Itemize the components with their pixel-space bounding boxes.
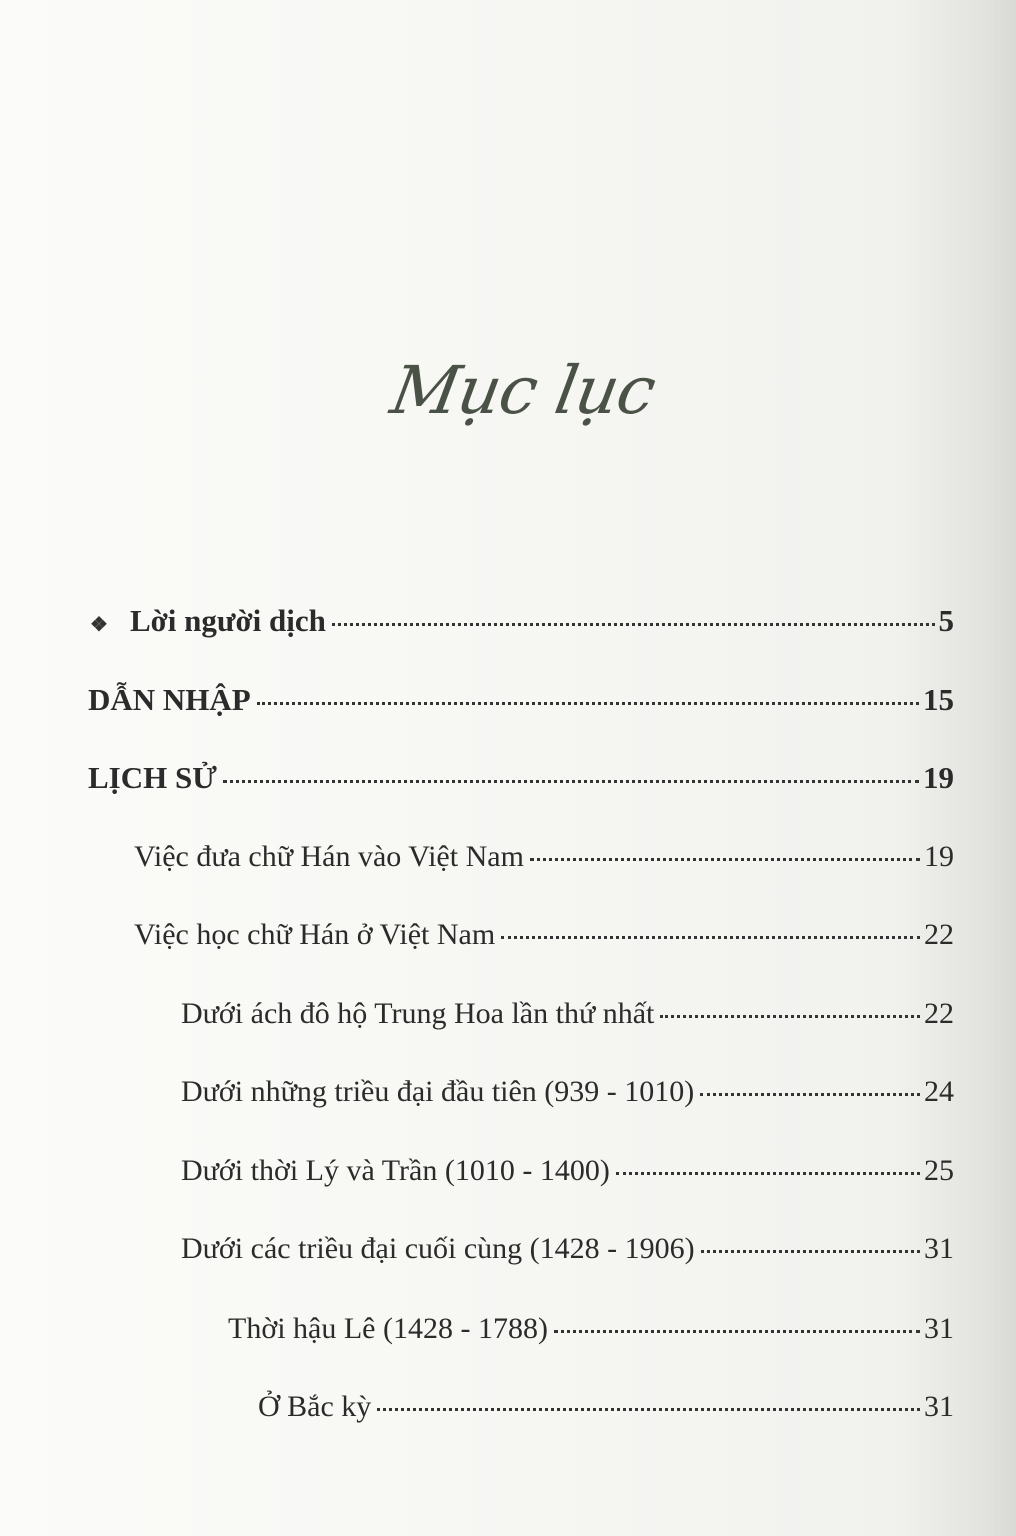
toc-entry-label: Việc đưa chữ Hán vào Việt Nam — [134, 840, 524, 873]
toc-entry-label: Dưới các triều đại cuối cùng (1428 - 1906) — [181, 1232, 695, 1265]
toc-entry-o-bac-ky[interactable] — [258, 1390, 954, 1424]
toc-entry-viec-dua-chu-han[interactable] — [134, 840, 954, 874]
toc-page-number: 24 — [924, 1075, 954, 1108]
toc-entry-lich-su[interactable] — [88, 760, 954, 796]
toc-entry-dan-nhap[interactable] — [88, 682, 954, 718]
dot-leader — [616, 1172, 920, 1175]
toc-entry-label: Việc học chữ Hán ở Việt Nam — [134, 918, 496, 951]
diamond-bullet-icon: ❖ — [90, 614, 108, 636]
toc-entry-loi-nguoi-dich[interactable] — [90, 603, 954, 639]
toc-entry-label: Dưới ách đô hộ Trung Hoa lần thứ nhất — [181, 997, 655, 1030]
dot-leader — [377, 1408, 920, 1411]
dot-leader — [554, 1330, 920, 1333]
toc-entry-thoi-hau-le[interactable] — [228, 1312, 954, 1346]
toc-entry-trieu-dai-cuoi-cung[interactable] — [181, 1232, 954, 1266]
toc-page-number: 31 — [924, 1312, 954, 1345]
toc-page-number: 19 — [923, 760, 954, 795]
dot-leader — [700, 1093, 920, 1096]
toc-entry-label: Ở Bắc kỳ — [258, 1390, 372, 1423]
toc-page-number: 15 — [923, 682, 954, 717]
toc-entry-label: LỊCH SỬ — [88, 760, 217, 795]
dot-leader — [501, 936, 920, 939]
toc-entry-trieu-dai-dau-tien[interactable] — [181, 1075, 954, 1109]
dot-leader — [701, 1250, 920, 1253]
toc-page-number: 19 — [924, 840, 954, 873]
toc-page-number: 22 — [924, 918, 954, 951]
toc-entry-label: Lời người dịch — [129, 603, 326, 638]
toc-entry-do-ho-lan-thu-nhat[interactable] — [181, 997, 954, 1031]
toc-page-number: 25 — [924, 1154, 954, 1187]
toc-page-number: 31 — [924, 1232, 954, 1265]
toc-entry-label: Thời hậu Lê (1428 - 1788) — [228, 1312, 548, 1345]
dot-leader — [257, 702, 919, 705]
toc-page-number: 5 — [938, 603, 954, 638]
dot-leader — [660, 1015, 920, 1018]
toc-entry-label: Dưới thời Lý và Trần (1010 - 1400) — [181, 1154, 610, 1187]
toc-page-number: 31 — [924, 1390, 954, 1423]
page-title: Mục lục — [385, 352, 661, 429]
toc-entry-label: Dưới những triều đại đầu tiên (939 - 1010) — [181, 1075, 695, 1108]
dot-leader — [530, 858, 920, 861]
toc-page-number: 22 — [924, 997, 954, 1030]
toc-entry-thoi-ly-tran[interactable] — [181, 1154, 954, 1188]
toc-entry-label: DẪN NHẬP — [88, 682, 251, 717]
toc-entry-viec-hoc-chu-han[interactable] — [134, 918, 954, 952]
dot-leader — [332, 623, 935, 626]
dot-leader — [223, 780, 919, 783]
